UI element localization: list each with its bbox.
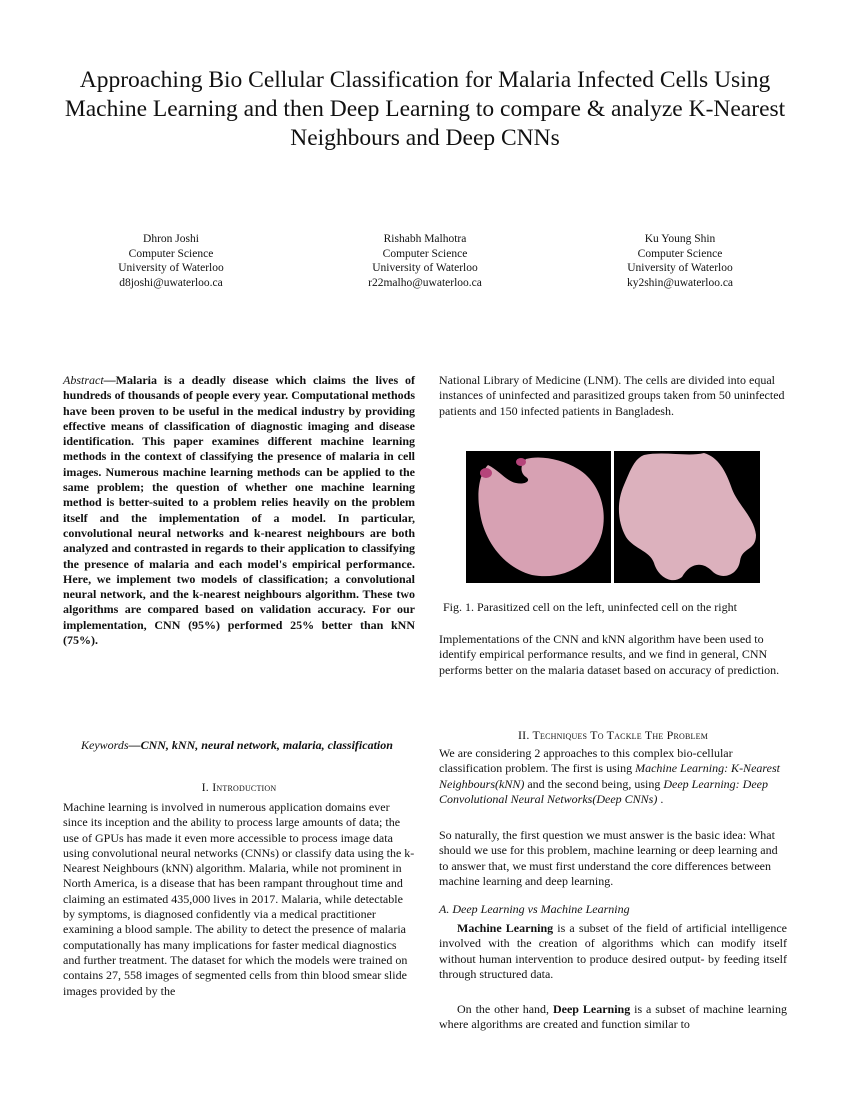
- techniques-paragraph-1: [439, 746, 787, 807]
- section-heading-techniques: II. Techniques To Tackle The Problem: [517, 728, 709, 742]
- author-2: [310, 232, 540, 290]
- ml-term: Machine Learning: [457, 921, 554, 935]
- author-email: ky2shin@uwaterloo.ca: [626, 276, 734, 289]
- section-heading-introduction: I. Introduction: [201, 780, 277, 794]
- figure-caption: Fig. 1. Parasitized cell on the left, uninfected cell on the right: [443, 600, 737, 614]
- text-run: is a subset of the field of artificial intelligence involved with the creation of algorithms which can modify itself without human intervention to produce desired output- by feeding itself through structured data.: [439, 921, 787, 981]
- abstract-label: Abstract: [63, 373, 104, 387]
- keywords-text: —CNN, kNN, neural network, malaria, classification: [128, 738, 393, 752]
- parasite-spot: [480, 468, 492, 478]
- dl-term: Deep Learning: [552, 1002, 631, 1016]
- author-dept: Computer Science: [128, 247, 214, 260]
- introduction-paragraph: Machine learning is involved in numerous application domains ever since its inception and the ability to process large amounts of data; the use of GPUs has made it even more accessible to process image data using convolutional neural networks (CNNs) or classify data using the k-Nearest Neighbours (kNN) algorithm. Malaria, while not prominent in North America, is a disease that has been rampant throughout time and claiming an estimated 435,000 lives in 2017. Malaria, while detectable by symptoms, is diagnosed confidently via a medical practitioner examining a blood sample. The ability to detect the presence of malaria computationally has many implications for faster medical diagnostics and further treatment. The dataset for which the models were trained on contains 27, 558 images of segmented cells from thin blood smear slide images provided by the: [63, 800, 415, 998]
- author-univ: University of Waterloo: [627, 262, 733, 274]
- text-run: We are considering 2 approaches to this complex bio-cellular classification problem. The first is using: [439, 746, 733, 776]
- author-email: d8joshi@uwaterloo.ca: [119, 276, 223, 289]
- author-dept: Computer Science: [382, 247, 468, 260]
- author-name: Rishabh Malhotra: [383, 233, 467, 245]
- author-1: [56, 232, 286, 290]
- text-run: .: [657, 791, 664, 806]
- author-univ: University of Waterloo: [118, 262, 224, 274]
- text-run: is a subset of machine learning where algorithms are created and function similar to: [439, 1002, 787, 1032]
- text-run: On the other hand,: [457, 1002, 553, 1016]
- ml-definition-paragraph: [439, 921, 787, 982]
- figure-1: [466, 451, 760, 583]
- abstract-text: —Malaria is a deadly disease which claims the lives of hundreds of thousands of people every year. Computational methods have been proven to be useful in the medical industry by providing effective means of classification of diagnostic imaging and disease identification. This paper examines different machine learning methods in the context of classifying the presence of malaria in cell images. Numerous machine learning methods can be applied to the same problem; the question of whether one machine learning method is better-suited to a problem relies heavily on the problem itself and the implementation of a model. In particular, convolutional neural networks and k-nearest neighbours are both analyzed and contrasted in regards to their application to classifying the presence of malaria and each model's empirical performance. Here, we implement two models of classification; a convolutional neural network, and the k-nearest neighbours algorithm. These two algorithms are compared based on validation accuracy. For our implementation, CNN (95%) performed 25% better than kNN (75%).: [63, 373, 415, 648]
- keywords-label: Keywords: [81, 738, 129, 752]
- author-name: Dhron Joshi: [143, 233, 199, 245]
- abstract: [63, 373, 415, 648]
- techniques-paragraph-2: So naturally, the first question we must answer is the basic idea: What should we use for this problem, machine learning or deep learning and to answer that, we must first understand the core differences between machine learning and deep learning.: [439, 828, 778, 888]
- uninfected-cell-image: [614, 451, 760, 583]
- after-figure-paragraph: Implementations of the CNN and kNN algorithm have been used to identify empirical performance results, and we find in general, CNN performs better on the malaria dataset based on accuracy of prediction.: [439, 632, 780, 677]
- author-dept: Computer Science: [637, 247, 723, 260]
- parasitized-cell-image: [466, 451, 611, 583]
- parasite-spot: [516, 458, 526, 466]
- author-3: [565, 232, 795, 290]
- dl-definition-paragraph: [439, 1002, 787, 1033]
- text-run: and the second being, using: [524, 776, 664, 791]
- author-email: r22malho@uwaterloo.ca: [368, 276, 482, 289]
- author-univ: University of Waterloo: [372, 262, 478, 274]
- right-intro-paragraph: National Library of Medicine (LNM). The cells are divided into equal instances of uninfected and parasitized groups taken from 50 uninfected patients and 150 infected patients in Bangladesh.: [439, 373, 785, 418]
- author-name: Ku Young Shin: [644, 233, 716, 245]
- subsection-heading-a: A. Deep Learning vs Machine Learning: [439, 902, 630, 916]
- paper-title: Approaching Bio Cellular Classification for Malaria Infected Cells Using Machine Learning and then Deep Learning to compare & analyze K-Nearest Neighbours and Deep CNNs: [64, 67, 786, 151]
- ml-method-label: Machine Learning: K-Nearest Neighbours(kNN): [439, 761, 780, 791]
- keywords: [63, 738, 415, 753]
- dl-method-label: Deep Learning: Deep Convolutional Neural Networks(Deep CNNs): [439, 776, 768, 806]
